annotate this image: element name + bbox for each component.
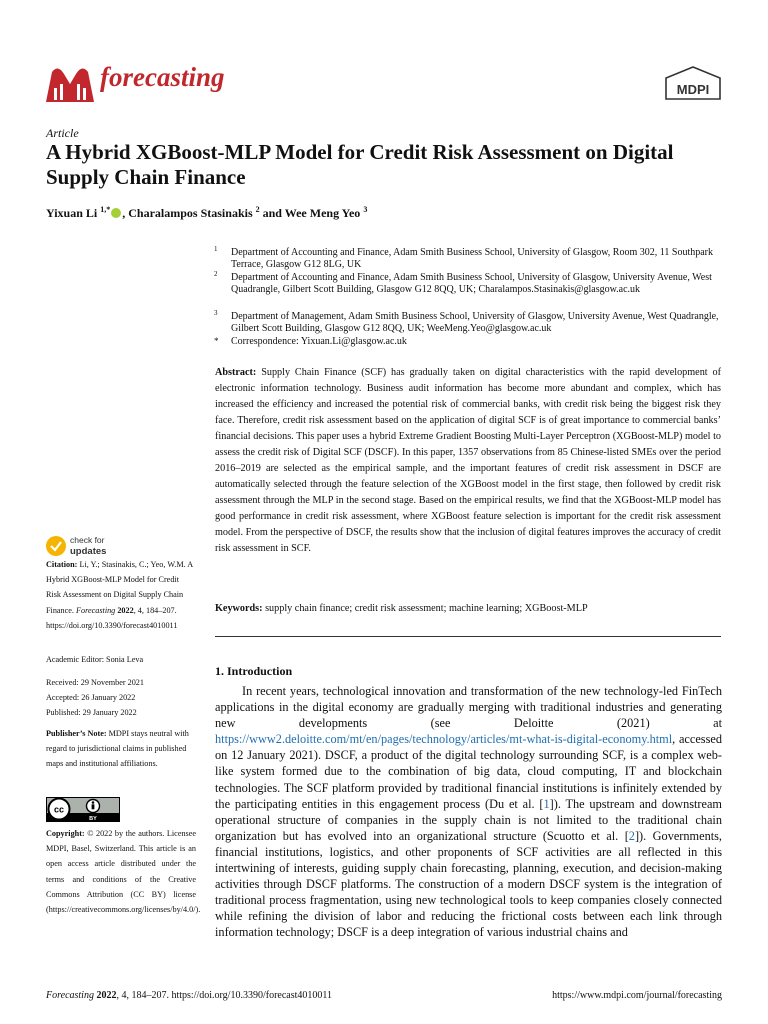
accepted-date: Accepted: 26 January 2022 [46,693,136,702]
mdpi-logo-icon [664,66,722,100]
author-affiliation-mark: 1,* [100,205,111,214]
section-heading: 1. Introduction [215,664,293,678]
abstract-text: Supply Chain Finance (SCF) has gradually taken on digital characteristics with the rapid development of electronic information technology. Business audit information has become more abundant and complex, which has increased the efficiency and increased the potential risk of commercial banks, with credit risk being the biggest risk they face. Therefore, credit risk assessment based on the application of digital SCF is of great importance to commercial banks’ financial decisions. This paper uses a hybrid Extreme Gradient Boosting Multi-Layer Perceptron (XGBoost-MLP) model to assess the credit risk of Digital SCF (DSCF). In this paper, 1357 observations from 85 Chinese-listed SMEs over the period 2016–2019 are selected as the empirical sample, and the important features of credit risk assessment in DSCF are automatically selected through the feature selection of the XGBoost model in the first stage, then followed by credit risk assessment through the MLP in the second stage. Based on the empirical results, we find that the XGBoost-MLP model has good performance in credit risk assessment, where XGBoost feature selection is important for the credit risk assessment model. From the perspective of DSCF, the results show that the inclusion of digital features improves the accuracy of credit risk assessment in SCF. [215,367,721,554]
citation-ref-link[interactable]: 2 [628,828,635,843]
received-date: Received: 29 November 2021 [46,678,144,687]
author-name: Wee Meng Yeo [284,206,361,220]
article-title: A Hybrid XGBoost-MLP Model for Credit Risk Assessment on Digital Supply Chain Finance [46,140,674,189]
forecasting-logo-icon [44,62,96,104]
author-affiliation-mark: 2 [255,205,260,214]
abstract [215,365,721,557]
author-list: Yixuan Li $^{1,*}$ , Charalampos Stasinakis $^2$ and Wee Meng Yeo $^3$ [46,205,368,220]
orcid-icon[interactable] [111,208,121,218]
keywords-text: supply chain finance; credit risk assessment; machine learning; XGBoost-MLP [265,603,588,614]
footer-citation: Forecasting 2022, 4, 184–207. https://doi.org/10.3390/forecast4010011 [46,990,333,1001]
check-for-updates-button[interactable] [45,533,135,559]
keywords-label: Keywords: [215,603,263,614]
deloitte-link[interactable]: https://www2.deloitte.com/mt/en/pages/technology/articles/mt-what-is-digital-economy.html [215,732,673,747]
cc-by-license-icon[interactable] [46,797,120,822]
footer-journal-url[interactable]: https://www.mdpi.com/journal/forecasting [552,990,722,1001]
academic-editor: Academic Editor: Sonia Leva [46,655,144,664]
intro-paragraph: In recent years, technological innovation and transformation of the new technology-led FinTech applications in the digital economy are gradually merging with traditional industries and generating new developments (see Deloitte (2021) at https://www2.deloitte.com/mt/en/pages/technology/articles/mt-what-is-digital-economy.html, accessed on 12 January 2021). DSCF, a product of the digital technology surrounding SCF, is a complex web-like system formed due to the combination of big data, cloud computing, IT and blockchain technologies. The SCF platform provided by traditional financial institutions is infinitely extended by the participating entities in this engagement process (Du et al. [1]). The upstream and downstream operational structure of companies in the supply chain is not limited to the traditional chain organization but has evolved into an organizational structure (Scuotto et al. [2]). Governments, financial institutions, logistics, and other proponents of SCF activities are all reflected in this intertwining of interests, guiding supply chain forecasting, planning, execution, and decision-making activities through DSCF platforms. The construction of a modern DSCF system is the integration of traditional process fragmentation, using new technological tools to keep companies closely connected while refining the division of labor and reducing the frictional costs between each link through information technology; DSCF is a deep integration of various industrial chains and [215,684,723,940]
publisher-name: MDPI [676,82,710,97]
author-affiliation-mark: 3 [363,205,368,214]
updates-label: updates [70,546,107,557]
published-date: Published: 29 January 2022 [46,708,137,717]
author-name: Yixuan Li [46,206,98,220]
author-name: Charalampos Stasinakis [128,206,253,220]
cc-by-label: BY [89,816,97,822]
check-label: check for [70,535,105,545]
citation-doi: , 4, 184–207. https://doi.org/10.3390/forecast4010011 [46,605,178,630]
copyright-notice: Copyright: © 2022 by the authors. Licensee MDPI, Basel, Switzerland. This article is an open access article distributed under the terms and conditions of the Creative Commons Attribution (CC BY) license (https://creativecommons.org/licenses/by/4.0/). [46,829,201,915]
citation-ref-link[interactable]: 1 [543,796,550,811]
article-type: Article [46,126,79,140]
section-divider [215,636,721,637]
abstract-label: Abstract: [215,367,257,378]
svg-text:cc: cc [53,804,65,815]
journal-name: forecasting [100,62,225,92]
publisher-note: Publisher’s Note: MDPI stays neutral with regard to jurisdictional claims in published maps and institutional affiliations. [46,729,189,769]
keywords [215,601,721,617]
citation-block: Citation: Li, Y.; Stasinakis, C.; Yeo, W.M. A Hybrid XGBoost-MLP Model for Credit Risk Assessment on Digital Supply Chain Finance. Forecasting 2022, 4, 184–207. https://doi.org/10.3390/forecast4010011 [46,560,193,630]
